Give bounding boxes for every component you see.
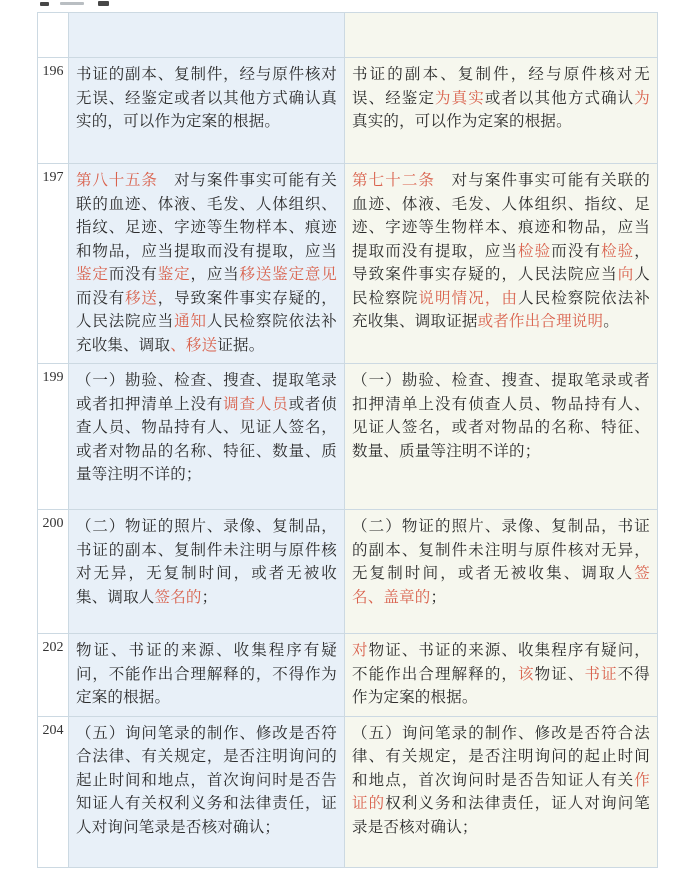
changed-text: 书证 (584, 665, 618, 683)
text-segment: 或者以其他方式确认 (484, 89, 635, 107)
row-number-cell: 204 (38, 717, 69, 867)
new-version-cell (345, 717, 657, 867)
text-segment: 不得作为定案的根据。 (352, 665, 650, 706)
table-row (38, 634, 657, 717)
new-version-cell (345, 634, 657, 716)
text-segment: 人民检察院 (352, 266, 650, 307)
text-segment: 人民检察院依法补充收集、调取证据 (352, 289, 650, 330)
table-row (38, 510, 657, 634)
text-segment: 对与案件事实可能有关联的血迹、体液、毛发、人体组织、指纹、足迹、字迹等生物样本、痕迹和物品，应当提取而没有提取，应当 (76, 172, 337, 260)
text-segment: ； (201, 588, 218, 606)
text-segment: 真实的，可以作为定案的根据。 (352, 113, 572, 130)
clipped-text-fragment (98, 1, 109, 6)
text-segment: 证据。 (217, 336, 265, 354)
clipped-text-fragment (60, 2, 84, 5)
text-segment: （一）勘验、检查、搜查、提取笔录或者扣押清单上没有侦查人员、物品持有人、见证人签名，或者对物品的名称、特征、数量、质量等注明不详的； (352, 372, 650, 460)
text-segment: 物证、书证的来源、收集程序有疑问，不能作出合理解释的， (352, 642, 650, 683)
table-row (38, 164, 657, 364)
text-segment: 书证的副本、复制件，经与原件核对无误、经鉴定或者以其他方式确认真实的，可以作为定案的根据。 (76, 66, 337, 130)
new-version-cell (345, 164, 657, 363)
changed-text: 通知 (174, 313, 207, 330)
row-number-cell (38, 13, 69, 57)
row-number-cell: 202 (38, 634, 69, 716)
old-version-cell (69, 510, 345, 633)
text-segment: ，导致案件事实存疑的，人民法院应当 (76, 289, 338, 330)
clipped-text-fragment (40, 2, 49, 6)
row-number-cell: 197 (38, 164, 69, 363)
changed-text: 为 (634, 89, 650, 107)
changed-text: 鉴定 (76, 266, 109, 283)
changed-text: 说明情况，由 (418, 289, 519, 307)
changed-text: 鉴定 (157, 266, 191, 283)
new-version-cell (345, 364, 657, 509)
text-segment: （一）勘验、检查、搜查、提取笔录或者扣押清单上没有 (76, 372, 337, 413)
changed-text: 移送鉴定意见 (239, 266, 337, 283)
changed-text: 检验 (601, 242, 635, 260)
changed-text: 为真实 (435, 89, 485, 107)
changed-text: 检验 (518, 242, 552, 260)
text-segment: 物证、 (534, 665, 585, 683)
text-segment: 对与案件事实可能有关联的血迹、体液、毛发、人体组织、指纹、足迹、字迹等生物样本、痕迹和物品，应当提取而没有提取，应当 (352, 172, 650, 260)
table-row (38, 13, 657, 58)
text-segment: ，导致案件事实存疑的，人民法院应当 (352, 242, 650, 283)
old-version-cell (69, 634, 345, 716)
table-row (38, 717, 657, 867)
changed-text: 该 (518, 665, 535, 683)
text-segment: 。 (603, 313, 619, 330)
new-version-cell (345, 510, 657, 633)
changed-text: 签名的 (154, 588, 202, 606)
changed-text: 或者作出合理说明 (477, 313, 604, 330)
text-segment: 书证的副本、复制件，经与原件核对无误、经鉴定 (352, 66, 650, 107)
table-row (38, 58, 657, 164)
comparison-table (37, 12, 658, 868)
text-segment: 或者侦查人员、物品持有人、见证人签名，或者对物品的名称、特征、数量、质量等注明不详的； (76, 395, 337, 483)
changed-text: 对 (352, 642, 369, 659)
old-version-cell (69, 164, 345, 363)
text-segment: 而没有 (76, 289, 126, 307)
text-segment: （二）物证的照片、录像、复制品，书证的副本、复制件未注明与原件核对无异，无复制时间，或者无被收集、调取人 (76, 518, 337, 606)
text-segment: 而没有 (551, 242, 602, 260)
text-segment: （二）物证的照片、录像、复制品，书证的副本、复制件未注明与原件核对无异，无复制时间，或者无被收集、调取人 (352, 518, 650, 582)
text-segment: （五）询问笔录的制作、修改是否符合法律、有关规定，是否注明询问的起止时间和地点，首次询问时是否告知证人有关 (352, 724, 650, 789)
old-version-cell (69, 717, 345, 867)
row-number-cell: 199 (38, 364, 69, 509)
changed-text: 移送 (125, 289, 158, 307)
row-number-cell: 200 (38, 510, 69, 633)
new-version-cell (345, 13, 657, 57)
text-segment: 物证、书证的来源、收集程序有疑问，不能作出合理解释的，不得作为定案的根据。 (76, 642, 337, 706)
changed-text: 签名、盖章的 (352, 565, 650, 606)
changed-text: 第八十五条 (76, 172, 158, 189)
changed-text: 、移送 (170, 336, 218, 354)
text-segment: ； (430, 588, 447, 606)
new-version-cell (345, 58, 657, 163)
table-row (38, 364, 657, 510)
changed-text: 第七十二条 (352, 172, 436, 189)
text-segment: 权利义务和法律责任，证人对询问笔录是否核对确认； (352, 795, 650, 836)
text-segment: 人民检察院依法补充收集、调取 (76, 313, 338, 354)
text-segment: （五）询问笔录的制作、修改是否符合法律、有关规定，是否注明询问的起止时间和地点，首次询问时是否告知证人有关权利义务和法律责任，证人对询问笔录是否核对确认； (76, 724, 337, 836)
text-segment: 而没有 (108, 266, 158, 283)
changed-text: 向 (617, 266, 635, 283)
text-segment: ，应当 (190, 266, 240, 283)
old-version-cell (69, 364, 345, 509)
changed-text: 作证的 (352, 771, 650, 812)
changed-text: 调查人员 (223, 395, 289, 413)
row-number-cell: 196 (38, 58, 69, 163)
old-version-cell (69, 58, 345, 163)
old-version-cell (69, 13, 345, 57)
